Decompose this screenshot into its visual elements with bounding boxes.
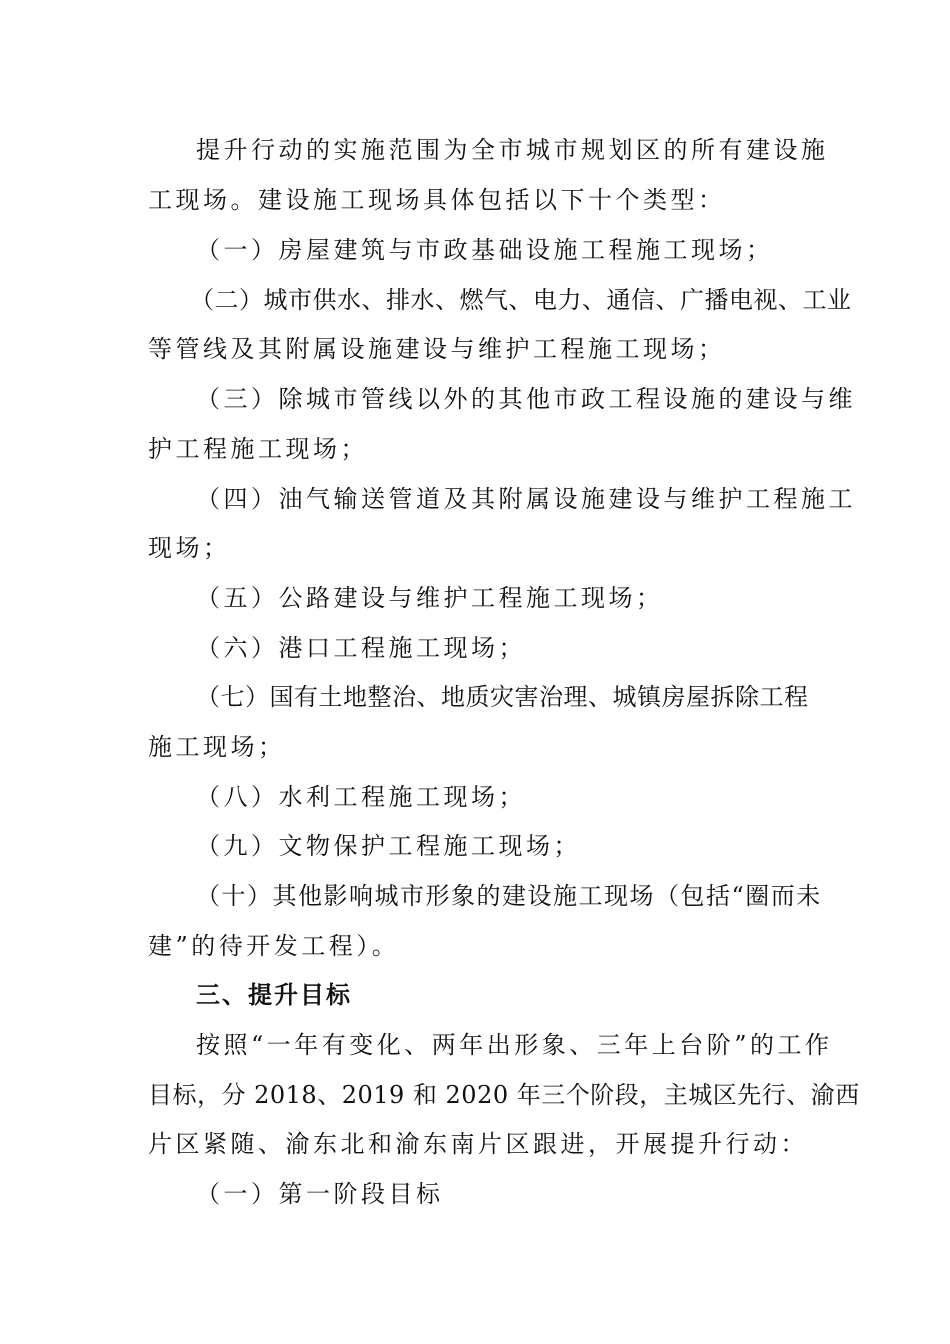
list-item-2-continued: 等管线及其附属设施建设与维护工程施工现场； (148, 335, 726, 363)
paragraph-line: 目标，分 2018、2019 和 2020 年三个阶段，主城区先行、渝西 (148, 1081, 860, 1109)
list-item-10: （十）其他影响城市形象的建设施工现场（包括“圈而未 (196, 882, 822, 910)
list-item-6: （六）港口工程施工现场； (196, 634, 526, 662)
paragraph-line: 提升行动的实施范围为全市城市规划区的所有建设施 (196, 136, 829, 164)
list-item-3: （三）除城市管线以外的其他市政工程设施的建设与维 (196, 385, 856, 413)
list-item-10-continued: 建”的待开发工程）。 (148, 932, 400, 960)
sub-heading: （一）第一阶段目标 (196, 1180, 444, 1208)
paragraph-line: 按照“一年有变化、两年出形象、三年上台阶”的工作 (196, 1031, 833, 1059)
list-item-5: （五）公路建设与维护工程施工现场； (196, 584, 664, 612)
list-item-4-continued: 现场； (148, 534, 231, 562)
section-heading: 三、提升目标 (196, 981, 352, 1009)
list-item-4: （四）油气输送管道及其附属设施建设与维护工程施工 (196, 485, 856, 513)
list-item-8: （八）水利工程施工现场； (196, 783, 526, 811)
list-item-1: （一）房屋建筑与市政基础设施工程施工现场； (196, 236, 774, 264)
paragraph-line: 工现场。建设施工现场具体包括以下十个类型： (148, 186, 726, 214)
list-item-7-continued: 施工现场； (148, 733, 286, 761)
list-item-2: （二）城市供水、排水、燃气、电力、通信、广播电视、工业 (190, 286, 852, 314)
list-item-7: （七）国有土地整治、地质灾害治理、城镇房屋拆除工程 (196, 683, 809, 711)
list-item-9: （九）文物保护工程施工现场； (196, 832, 581, 860)
paragraph-line: 片区紧随、渝东北和渝东南片区跟进，开展提升行动： (148, 1130, 808, 1158)
list-item-3-continued: 护工程施工现场； (148, 435, 368, 463)
